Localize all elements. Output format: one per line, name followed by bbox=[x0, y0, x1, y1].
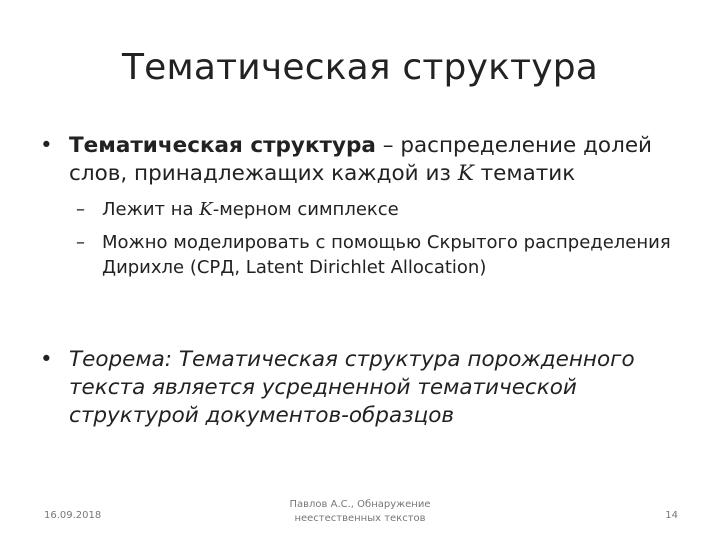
bullet-symbol: • bbox=[40, 133, 53, 158]
sub-symbol: – bbox=[76, 199, 85, 220]
footer-center-text: Павлов А.С., Обнаружение неестественных текстов bbox=[289, 499, 431, 524]
subbullet-text-after-variable: -мерном симплексе bbox=[212, 199, 399, 220]
bullet-text-after-variable: тематик bbox=[473, 161, 576, 186]
subbullet-text-before-variable: Лежит на bbox=[102, 199, 200, 220]
bullet-text bbox=[69, 132, 680, 188]
bullet-term: Тематическая структура bbox=[69, 133, 376, 158]
bullet-text-before-variable: – распределение долей слов, принадлежащих каждой из bbox=[69, 133, 653, 186]
subbullet-lda bbox=[76, 230, 676, 280]
subbullet-simplex bbox=[76, 197, 676, 222]
bullet-symbol: • bbox=[40, 347, 53, 372]
variable-k: K bbox=[457, 161, 474, 186]
bullet-definition bbox=[40, 132, 680, 188]
bullet-theorem bbox=[40, 346, 680, 430]
page-number: 14 bbox=[665, 510, 678, 521]
footer-date: 16.09.2018 bbox=[44, 510, 102, 521]
slide-title: Тематическая структура bbox=[121, 47, 599, 88]
subbullet-text bbox=[102, 197, 676, 222]
variable-k: K bbox=[199, 199, 213, 220]
bullet-theorem-text: Теорема: Тематическая структура порожденного текста является усредненной тематической структурой документов-образцов bbox=[69, 347, 635, 428]
sub-symbol: – bbox=[76, 232, 85, 253]
subbullet-text: Можно моделировать с помощью Скрытого распределения Дирихле (СРД, Latent Dirichlet Allocation) bbox=[102, 232, 671, 278]
